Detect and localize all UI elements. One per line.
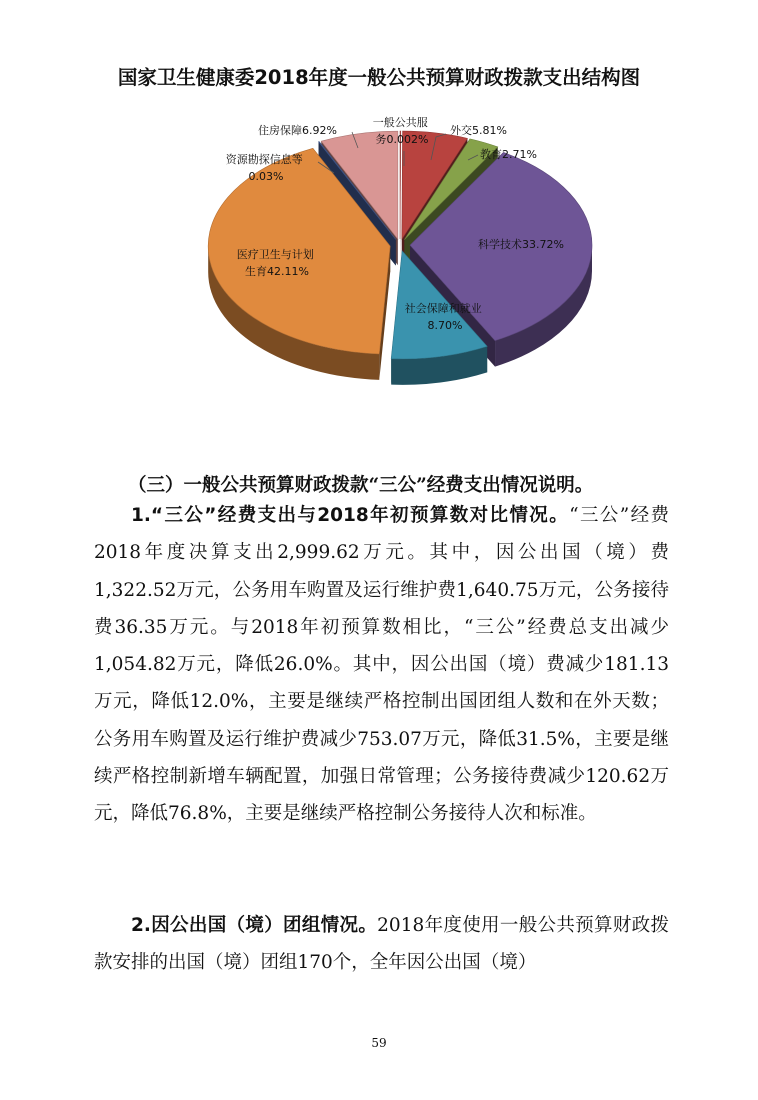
paragraph-overseas-groups xyxy=(94,907,669,982)
page-number: 59 xyxy=(371,1036,387,1050)
label-general: 一般公共服 务0.002% xyxy=(372,116,429,146)
pie-slice-一般公共服务 xyxy=(400,131,401,265)
paragraph-body: 2018年度使用一般公共预算财政拨款安排的出国（境）团组170个，全年因公出国（境） xyxy=(94,915,669,974)
pie-slice-top xyxy=(400,131,401,239)
paragraph-title: 2.因公出国（境）团组情况。 xyxy=(131,915,378,936)
label-education: 教育2.71% xyxy=(480,148,537,161)
label-housing: 住房保障6.92% xyxy=(258,124,337,137)
pie-chart xyxy=(0,0,758,440)
paragraph-body: “三公”经费2018年度决算支出2,999.62万元。其中，因公出国（境）费1,322.52万元，公务用车购置及运行维护费1,640.75万元，公务接待费36.35万元。与2018年初预算数相比，“三公”经费总支出减少1,054.82万元，降低26.0%。其中，因公出国（境）费减少181.13万元，降低12.0%，主要是继续严格控制出国团组人数和在外天数；公务用车购置及运行维护费减少753.07万元，降低31.5%，主要是继续严格控制新增车辆配置，加强日常管理；公务接待费减少120.62万元，降低76.8%，主要是继续严格控制公务接待人次和标准。 xyxy=(94,505,669,825)
chart-title: 国家卫生健康委2018年度一般公共预算财政拨款支出结构图 xyxy=(117,66,641,89)
paragraph-three-public-comparison xyxy=(94,497,669,833)
label-science: 科学技术33.72% xyxy=(478,238,564,251)
label-medical: 医疗卫生与计划 生育42.11% xyxy=(236,248,314,278)
label-diplomacy: 外交5.81% xyxy=(450,124,507,137)
label-social: 社会保障和就业 8.70% xyxy=(404,302,482,332)
section-heading: （三）一般公共预算财政拨款“三公”经费支出情况说明。 xyxy=(128,475,594,496)
paragraph-title: 1.“三公”经费支出与2018年初预算数对比情况。 xyxy=(131,505,570,526)
label-resource: 资源勘探信息等 0.03% xyxy=(225,153,303,183)
